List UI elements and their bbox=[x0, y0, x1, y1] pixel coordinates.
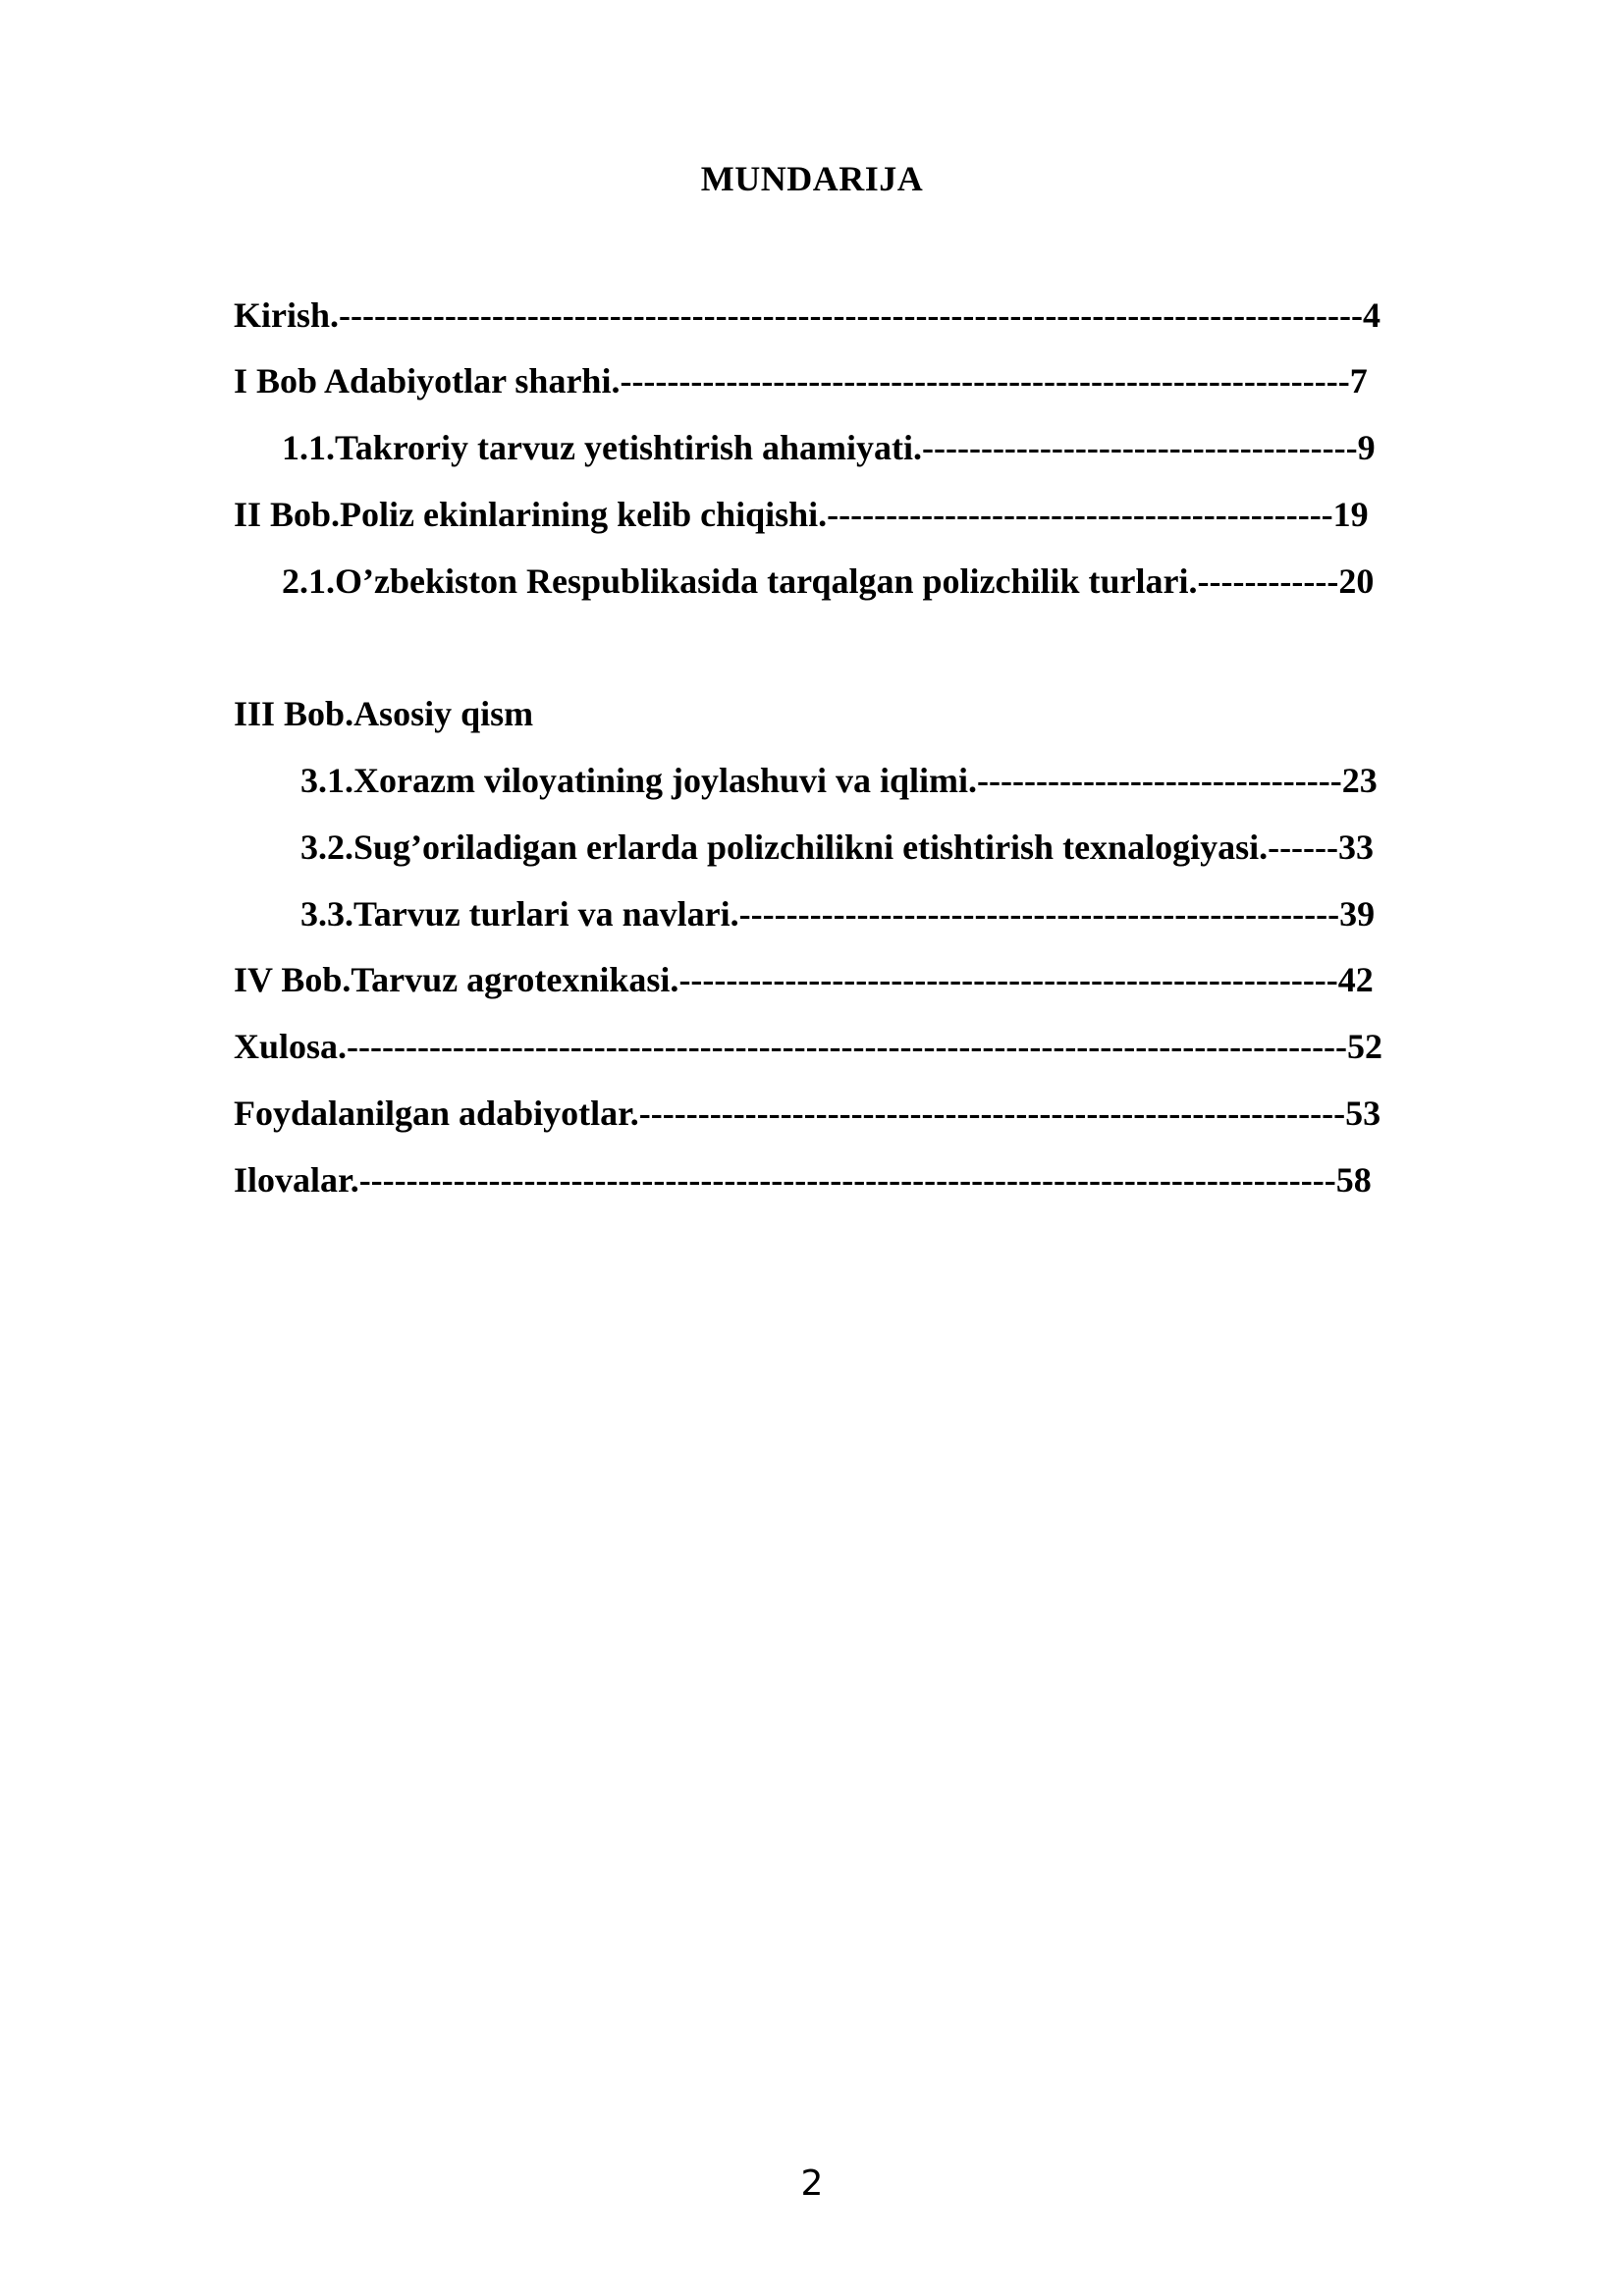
toc-entry-xulosa[interactable] bbox=[234, 1025, 1382, 1068]
toc-leader-dots: ------ bbox=[1268, 828, 1339, 867]
toc-entry-adabiyotlar[interactable] bbox=[234, 1092, 1380, 1135]
toc-entry-bob-4[interactable] bbox=[234, 958, 1374, 1001]
toc-leader-dots: -------------------------------------------------------------- bbox=[620, 361, 1350, 400]
toc-page-number: 7 bbox=[1349, 361, 1368, 400]
toc-leader-dots: ------------ bbox=[1197, 561, 1339, 601]
toc-leader-dots: ------------------------------------- bbox=[922, 428, 1358, 467]
toc-leader-dots: --------------------------------------------------------------------------------------- bbox=[339, 295, 1363, 335]
toc-entry-title: 1.1.Takroriy tarvuz yetishtirish ahamiyati. bbox=[282, 428, 923, 467]
toc-leader-dots: ------------------------------- bbox=[977, 761, 1342, 800]
toc-page-number: 4 bbox=[1363, 295, 1380, 335]
toc-leader-dots: --------------------------------------------------- bbox=[738, 894, 1340, 934]
toc-leader-dots: ----------------------------------------------------------------------------------- bbox=[358, 1160, 1336, 1200]
toc-entry-ilovalar[interactable] bbox=[234, 1158, 1372, 1201]
toc-page-number: 39 bbox=[1339, 894, 1376, 934]
toc-page-number: 52 bbox=[1347, 1027, 1383, 1066]
toc-entry-2-1[interactable] bbox=[282, 560, 1374, 603]
page-title: MUNDARIJA bbox=[700, 159, 924, 198]
toc-leader-dots: -------------------------------------------------------- bbox=[678, 960, 1338, 999]
toc-page-number: 58 bbox=[1335, 1160, 1372, 1200]
toc-entry-title: Xulosa. bbox=[234, 1027, 348, 1066]
toc-page-number: 42 bbox=[1337, 960, 1374, 999]
toc-page-number: 33 bbox=[1338, 828, 1375, 867]
toc-entry-title: Ilovalar. bbox=[234, 1160, 359, 1200]
toc-page-number: 20 bbox=[1338, 561, 1375, 601]
toc-leader-dots: ------------------------------------------- bbox=[827, 495, 1333, 534]
toc-entry-kirish[interactable] bbox=[234, 294, 1380, 337]
toc-entry-title: 2.1.O’zbekiston Respublikasida tarqalgan polizchilik turlari. bbox=[282, 561, 1198, 601]
toc-entry-title: 3.2.Sug’oriladigan erlarda polizchilikni etishtirish texnalogiyasi. bbox=[300, 828, 1269, 867]
page-number: 2 bbox=[800, 2163, 824, 2204]
toc-entry-title: 3.1.Xorazm viloyatining joylashuvi va iqlimi. bbox=[300, 761, 978, 800]
toc-entry-3-3[interactable] bbox=[300, 892, 1375, 935]
toc-leader-dots: ------------------------------------------------------------ bbox=[638, 1094, 1346, 1133]
toc-entry-bob-2[interactable] bbox=[234, 493, 1369, 536]
toc-entry-title: II Bob.Poliz ekinlarining kelib chiqishi. bbox=[234, 495, 828, 534]
toc-leader-dots: ------------------------------------------------------------------------------------- bbox=[347, 1027, 1348, 1066]
toc-page-number: 53 bbox=[1345, 1094, 1381, 1133]
toc-entry-1-1[interactable] bbox=[282, 426, 1376, 469]
toc-entry-title: IV Bob.Tarvuz agrotexnikasi. bbox=[234, 960, 679, 999]
toc-entry-bob-1[interactable] bbox=[234, 359, 1368, 402]
toc-page-number: 9 bbox=[1357, 428, 1376, 467]
toc-entry-title: 3.3.Tarvuz turlari va navlari. bbox=[300, 894, 739, 934]
toc-entry-3-2[interactable] bbox=[300, 826, 1374, 869]
toc-entry-bob-3[interactable] bbox=[234, 692, 533, 735]
toc-entry-title: Kirish. bbox=[234, 295, 340, 335]
toc-entry-3-1[interactable] bbox=[300, 759, 1378, 802]
toc-page-number: 19 bbox=[1332, 495, 1369, 534]
toc-entry-title: Foydalanilgan adabiyotlar. bbox=[234, 1094, 639, 1133]
toc-entry-title: III Bob.Asosiy qism bbox=[234, 694, 534, 733]
toc-entry-title: I Bob Adabiyotlar sharhi. bbox=[234, 361, 621, 400]
toc-page-number: 23 bbox=[1341, 761, 1378, 800]
